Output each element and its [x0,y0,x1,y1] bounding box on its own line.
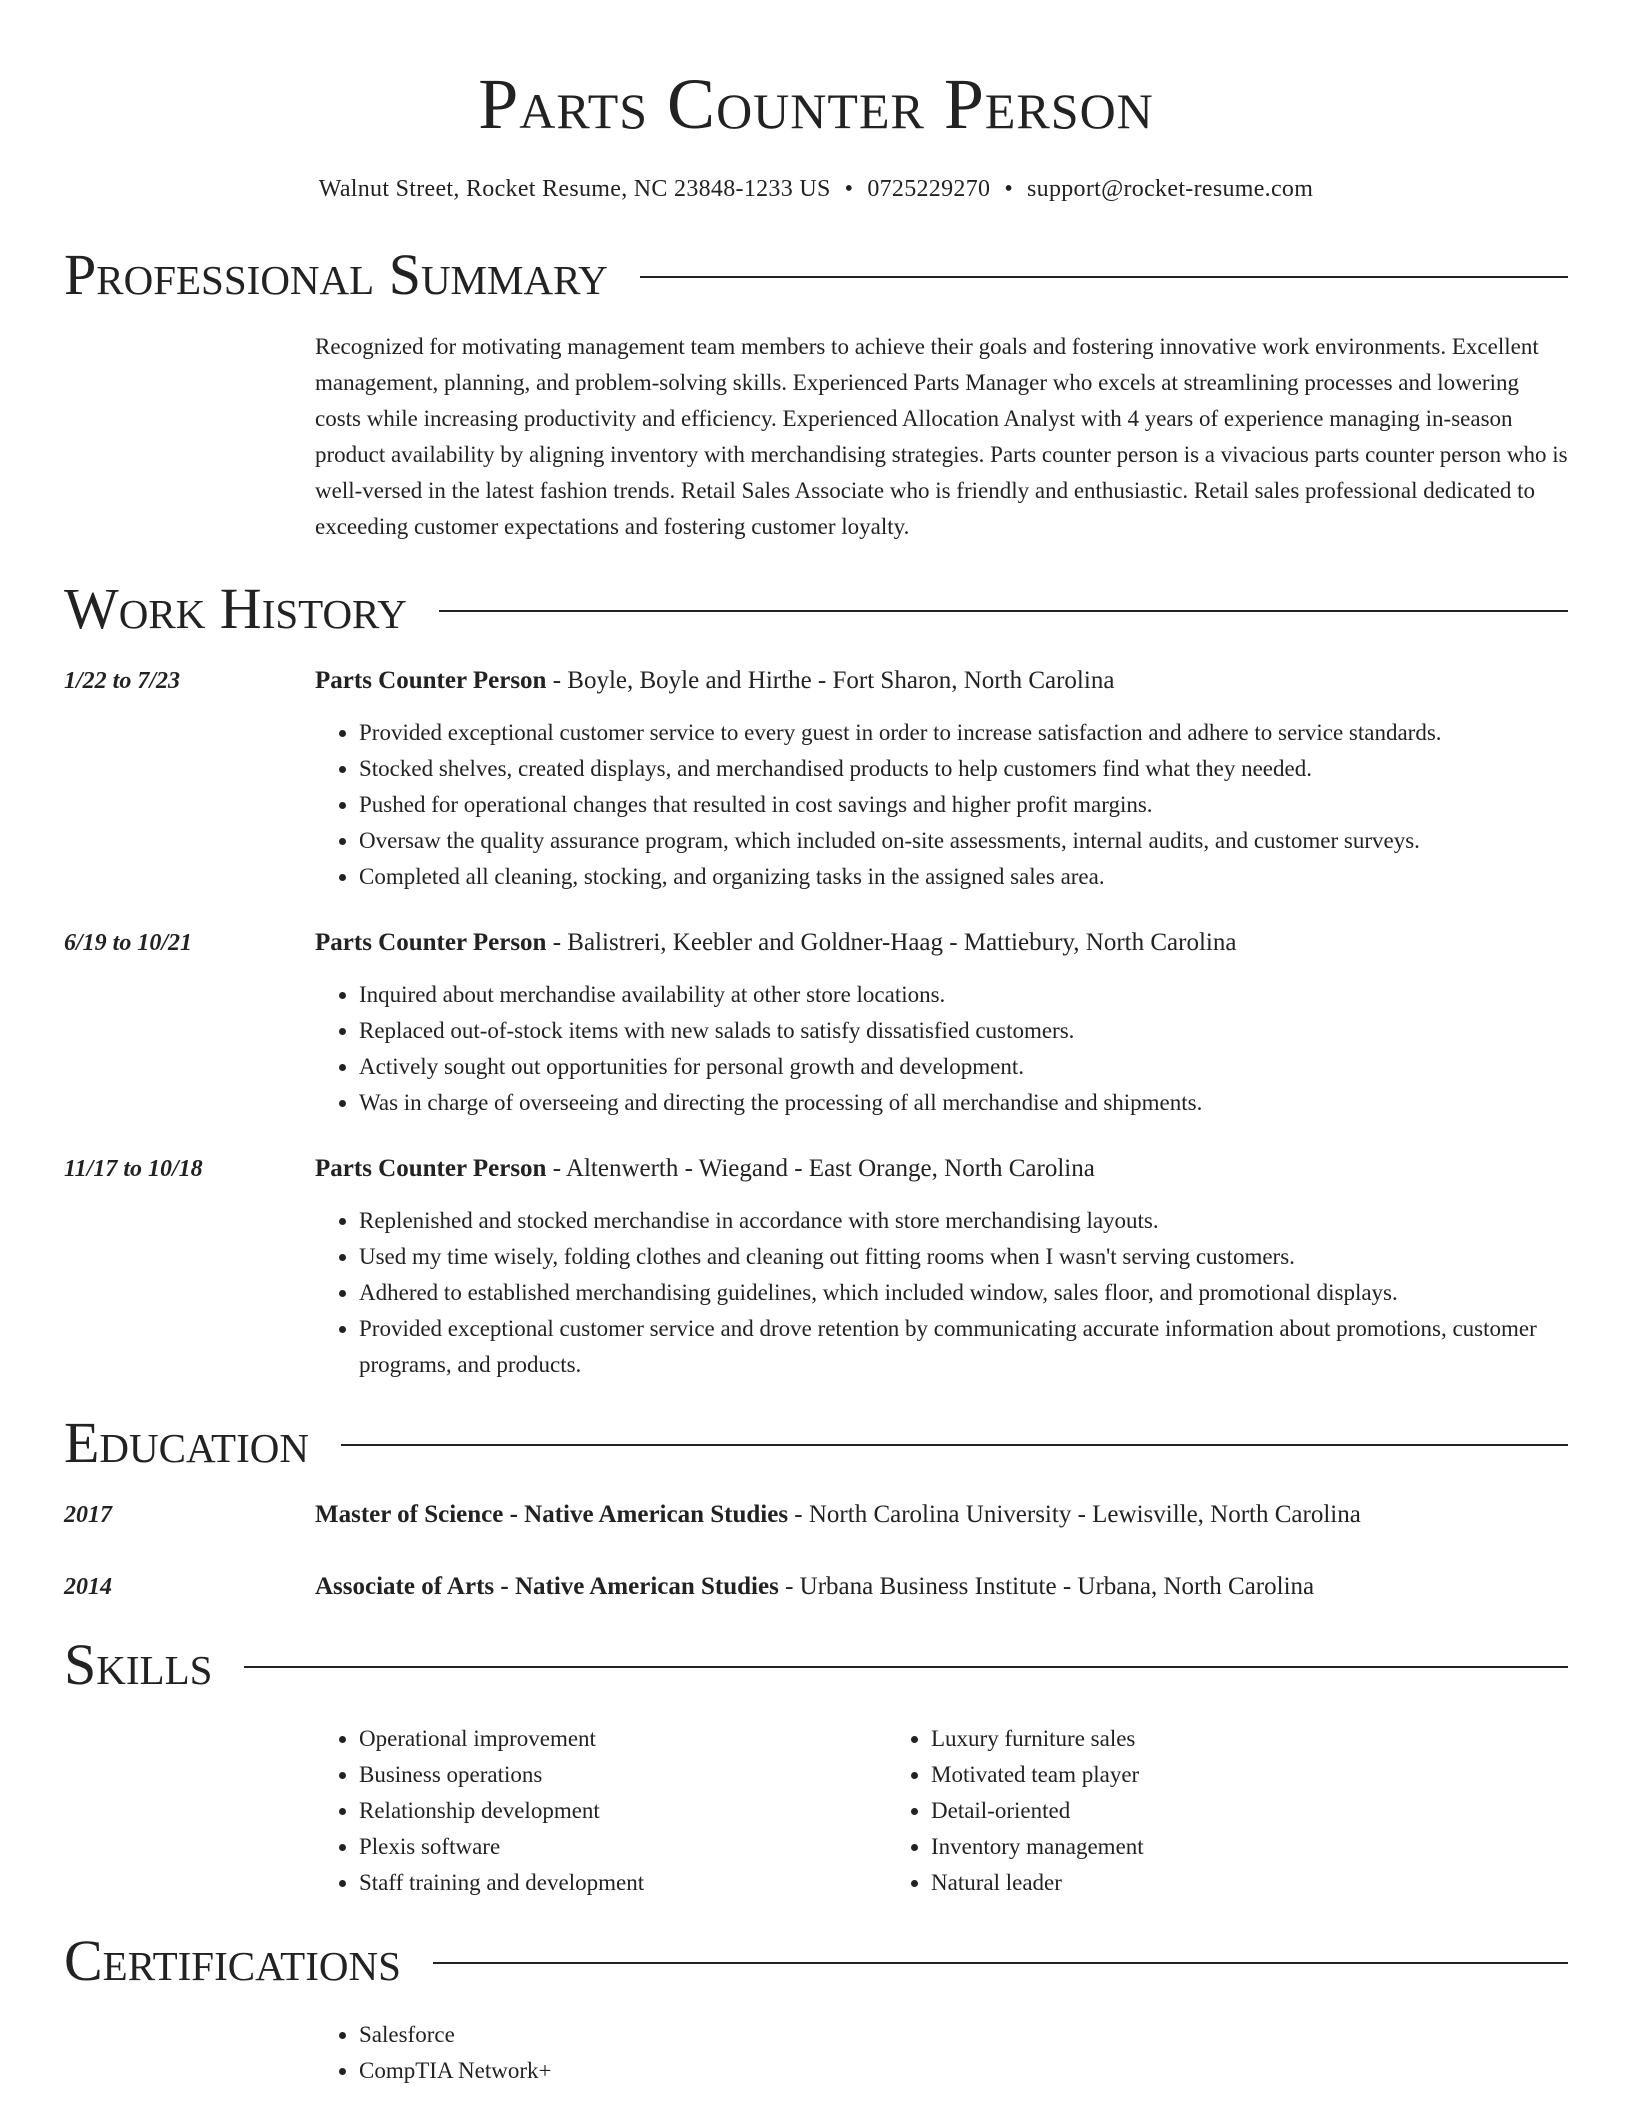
job-bullet: • Completed all cleaning, stocking, and organizing tasks in the assigned sales area. [359,859,1568,895]
job-bullet: • Was in charge of overseeing and directing the processing of all merchandise and shipments. [359,1085,1568,1121]
job-title: Parts Counter Person [315,929,547,956]
contact-line [64,176,1568,203]
job-title-line [315,925,1568,961]
job-title: Parts Counter Person [315,1155,547,1182]
job-dates: 1/22 to 7/23 [64,668,181,694]
job-bullet: • Replenished and stocked merchandise in accordance with store merchandising layouts. [359,1203,1568,1239]
job-bullet: • Oversaw the quality assurance program, which included on-site assessments, internal audits, and customer surveys. [359,823,1568,859]
education-year: 2017 [64,1502,112,1528]
job-dates: 11/17 to 10/18 [64,1156,203,1182]
summary-text: Recognized for motivating management team members to achieve their goals and fostering innovative work environments. Excellent management, planning, and problem-solving skills. Experienced Parts Manager who excels at streamlining processes and lowering costs while increasing productivity and efficiency. Experienced Allocation Analyst with 4 years of experience managing in-season product availability by aligning inventory with merchandising strategies. Parts counter person is a vivacious parts counter person who is well-versed in the latest fashion trends. Retail Sales Associate who is friendly and enthusiastic. Retail sales professional dedicated to exceeding customer expectations and fostering customer loyalty. [315,334,1568,539]
job-bullet: • Pushed for operational changes that resulted in cost savings and higher profit margins. [359,787,1568,823]
section-heading-education: Education [64,1410,309,1475]
job-bullet: • Inquired about merchandise availability at other store locations. [359,977,1568,1013]
section-divider [640,276,1568,278]
skill-item: • Inventory management [931,1829,1459,1865]
education-school: - North Carolina University - Lewisville, North Carolina [788,1501,1361,1528]
job-bullet: • Replaced out-of-stock items with new salads to satisfy dissatisfied customers. [359,1013,1568,1049]
contact-separator: • [844,176,854,202]
section-divider [244,1666,1568,1668]
certification-item: • Salesforce [359,2017,1568,2053]
job-bullet: • Adhered to established merchandising guidelines, which included window, sales floor, and promotional displays. [359,1275,1568,1311]
certifications-list [315,2017,1568,2089]
summary-section-header [64,243,1568,307]
job-bullets [315,1203,1568,1383]
skill-item: • Business operations [359,1757,887,1793]
education-degree: Associate of Arts - Native American Studies [315,1573,779,1600]
job-bullets [315,977,1568,1121]
skills-column-left [315,1721,887,1901]
skills-list [315,1721,1568,1901]
certifications-section-header [64,1929,1568,1993]
section-heading-summary: Professional Summary [64,242,608,307]
section-heading-certifications: Certifications [64,1928,401,1993]
education-title-line [315,1497,1361,1533]
job-employer: - Altenwerth - Wiegand - East Orange, North Carolina [546,1155,1095,1182]
job-entry [64,925,1568,1121]
education-entry [64,1569,1568,1605]
contact-separator: • [1004,176,1014,202]
skill-item: • Operational improvement [359,1721,887,1757]
work-section-header [64,577,1568,641]
education-entry [64,1497,1568,1533]
section-divider [439,610,1568,612]
education-year: 2014 [64,1574,112,1600]
contact-address: Walnut Street, Rocket Resume, NC 23848-1233 US [318,176,831,202]
education-title-line [315,1569,1314,1605]
job-bullet: • Stocked shelves, created displays, and merchandised products to help customers find what they needed. [359,751,1568,787]
job-bullets [315,715,1568,895]
skill-item: • Plexis software [359,1829,887,1865]
job-bullet: • Provided exceptional customer service to every guest in order to increase satisfaction and adhere to service standards. [359,715,1568,751]
job-title-line [315,1151,1568,1187]
certification-item: • CompTIA Network+ [359,2053,1568,2089]
contact-phone: 0725229270 [867,176,991,202]
education-degree: Master of Science - Native American Studies [315,1501,789,1528]
job-bullet: • Actively sought out opportunities for personal growth and development. [359,1049,1568,1085]
job-entry [64,1151,1568,1383]
education-section-header [64,1411,1568,1475]
skills-section-header [64,1633,1568,1697]
job-bullet: • Used my time wisely, folding clothes and cleaning out fitting rooms when I wasn't serving customers. [359,1239,1568,1275]
section-divider [341,1444,1568,1446]
job-bullet: • Provided exceptional customer service and drove retention by communicating accurate information about promotions, customer programs, and products. [359,1311,1568,1383]
skill-item: • Luxury furniture sales [931,1721,1459,1757]
section-divider [433,1962,1568,1964]
skill-item: • Motivated team player [931,1757,1459,1793]
skill-item: • Relationship development [359,1793,887,1829]
section-heading-skills: Skills [64,1632,213,1697]
skill-item: • Staff training and development [359,1865,887,1901]
job-title: Parts Counter Person [315,667,547,694]
job-employer: - Boyle, Boyle and Hirthe - Fort Sharon, North Carolina [546,667,1115,694]
skills-column-right [887,1721,1459,1901]
job-dates: 6/19 to 10/21 [64,930,193,956]
skill-item: • Detail-oriented [931,1793,1459,1829]
skill-item: • Natural leader [931,1865,1459,1901]
job-entry [64,663,1568,895]
job-employer: - Balistreri, Keebler and Goldner-Haag - Mattiebury, North Carolina [546,929,1237,956]
section-heading-work: Work History [64,576,407,641]
contact-email[interactable]: support@rocket-resume.com [1027,176,1314,202]
job-title-line [315,663,1568,699]
candidate-name: Parts Counter Person [478,64,1154,144]
education-school: - Urbana Business Institute - Urbana, North Carolina [778,1573,1315,1600]
certifications-items [315,2017,1568,2089]
